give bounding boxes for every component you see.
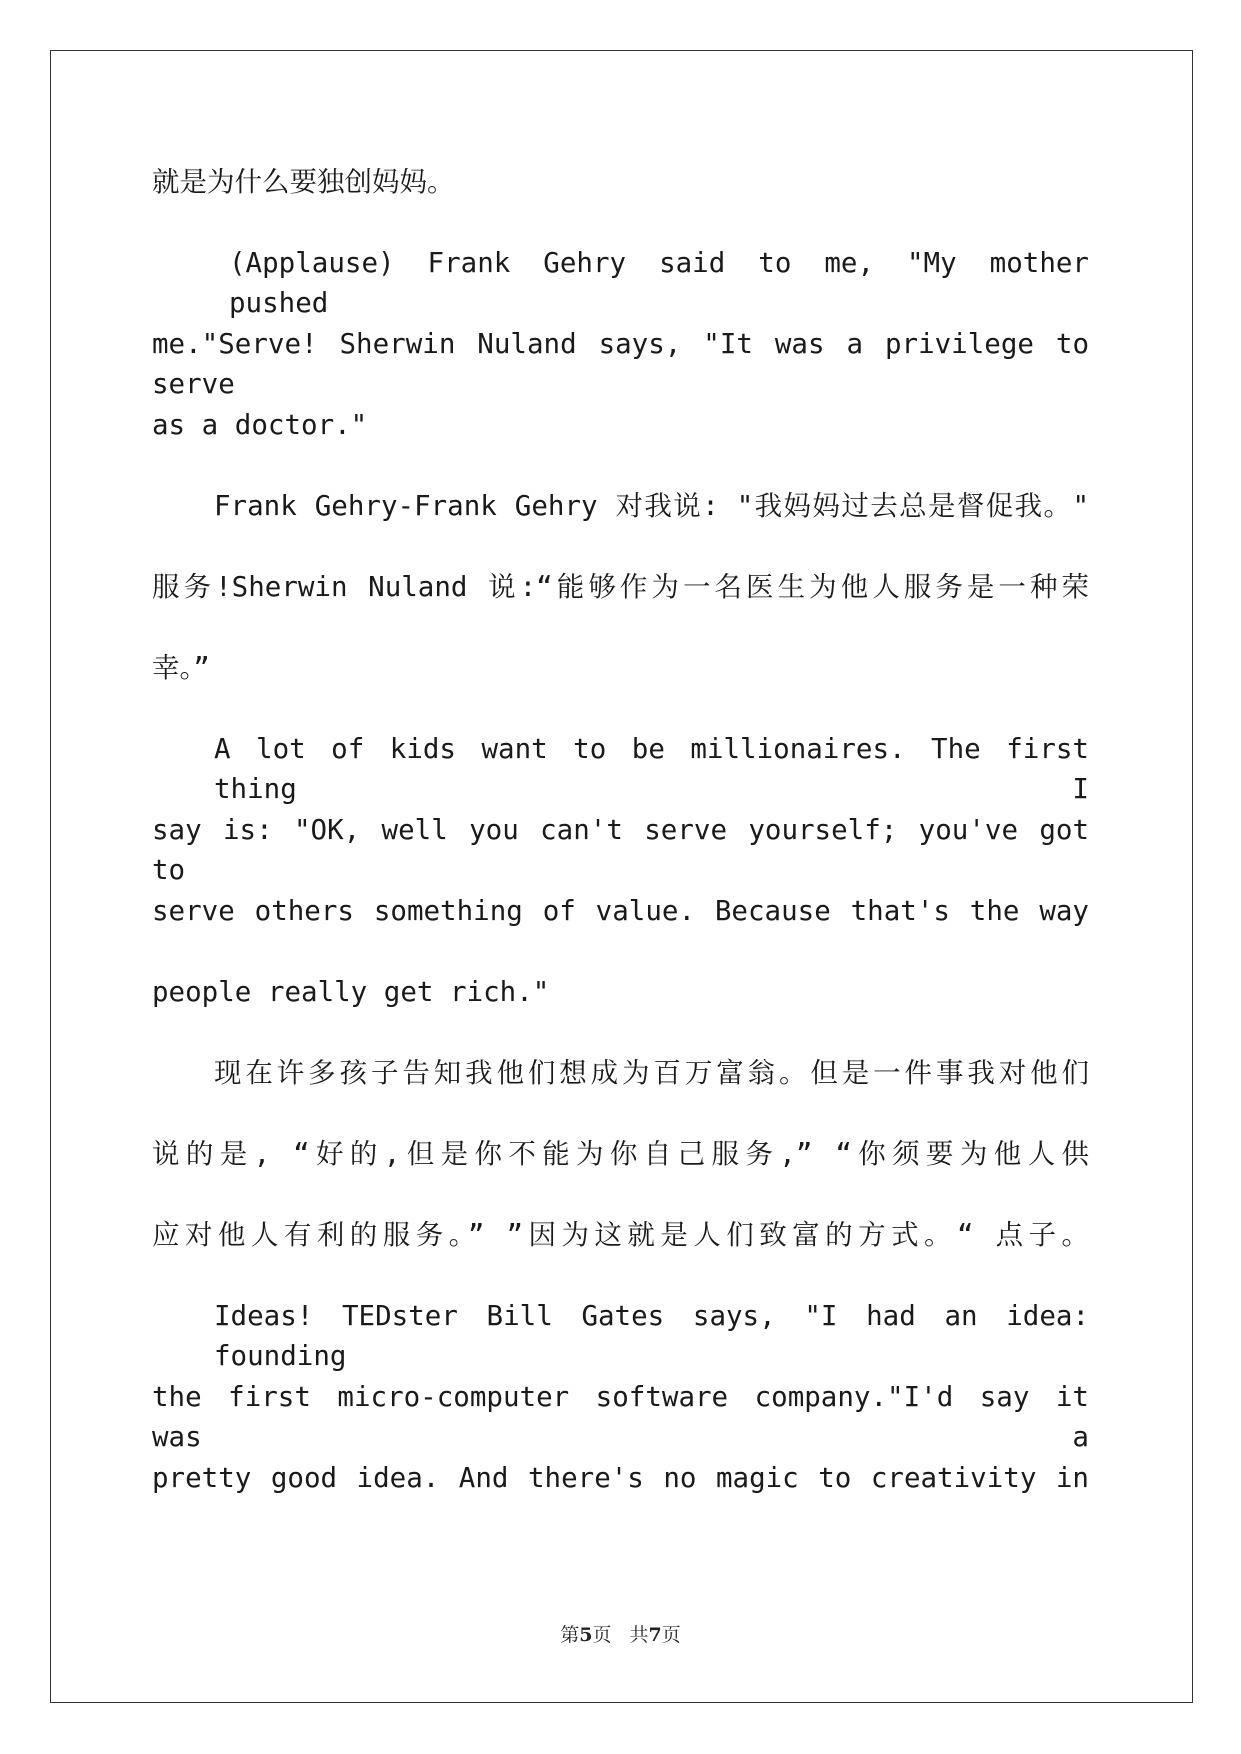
total-prefix: 共 <box>629 1624 649 1646</box>
text-line: 幸。” <box>152 652 210 684</box>
text-line: me."Serve! Sherwin Nuland says, "It was a privilege to serve <box>152 328 1089 400</box>
text-line: A lot of kids want to be millionaires. The first thing I <box>214 733 1089 805</box>
text-line: 应对他人有利的服务。” ”因为这就是人们致富的方式。“ 点子。 <box>152 1219 1089 1251</box>
text-line: serve others something of value. Because that's the way <box>152 895 1089 927</box>
page-unit: 页 <box>592 1624 612 1646</box>
text-line: say is: "OK, well you can't serve yourself; you've got to <box>152 814 1089 886</box>
text-line: Frank Gehry-Frank Gehry 对我说: "我妈妈过去总是督促我。" <box>214 490 1089 522</box>
text-line: people really get rich." <box>152 976 550 1008</box>
text-line: as a doctor." <box>152 409 368 441</box>
page-prefix: 第 <box>560 1624 580 1646</box>
text-line: (Applause) Frank Gehry said to me, "My mother pushed <box>229 247 1089 319</box>
text-line: 服务!Sherwin Nuland 说:“能够作为一名医生为他人服务是一种荣 <box>152 571 1089 603</box>
page-footer <box>0 1620 1241 1647</box>
text-line: 现在许多孩子告知我他们想成为百万富翁。但是一件事我对他们 <box>214 1057 1089 1089</box>
text-line: pretty good idea. And there's no magic to creativity in <box>152 1462 1089 1494</box>
page-current: 5 <box>579 1624 593 1646</box>
total-unit: 页 <box>661 1624 681 1646</box>
text-line: Ideas! TEDster Bill Gates says, "I had an idea: founding <box>214 1300 1089 1372</box>
text-line: 说的是, “好的,但是你不能为你自己服务,” “你须要为他人供 <box>152 1138 1089 1170</box>
page-total: 7 <box>648 1624 662 1646</box>
text-line: the first micro-computer software company."I'd say it was a <box>152 1381 1089 1453</box>
text-line: 就是为什么要独创妈妈。 <box>152 166 455 198</box>
